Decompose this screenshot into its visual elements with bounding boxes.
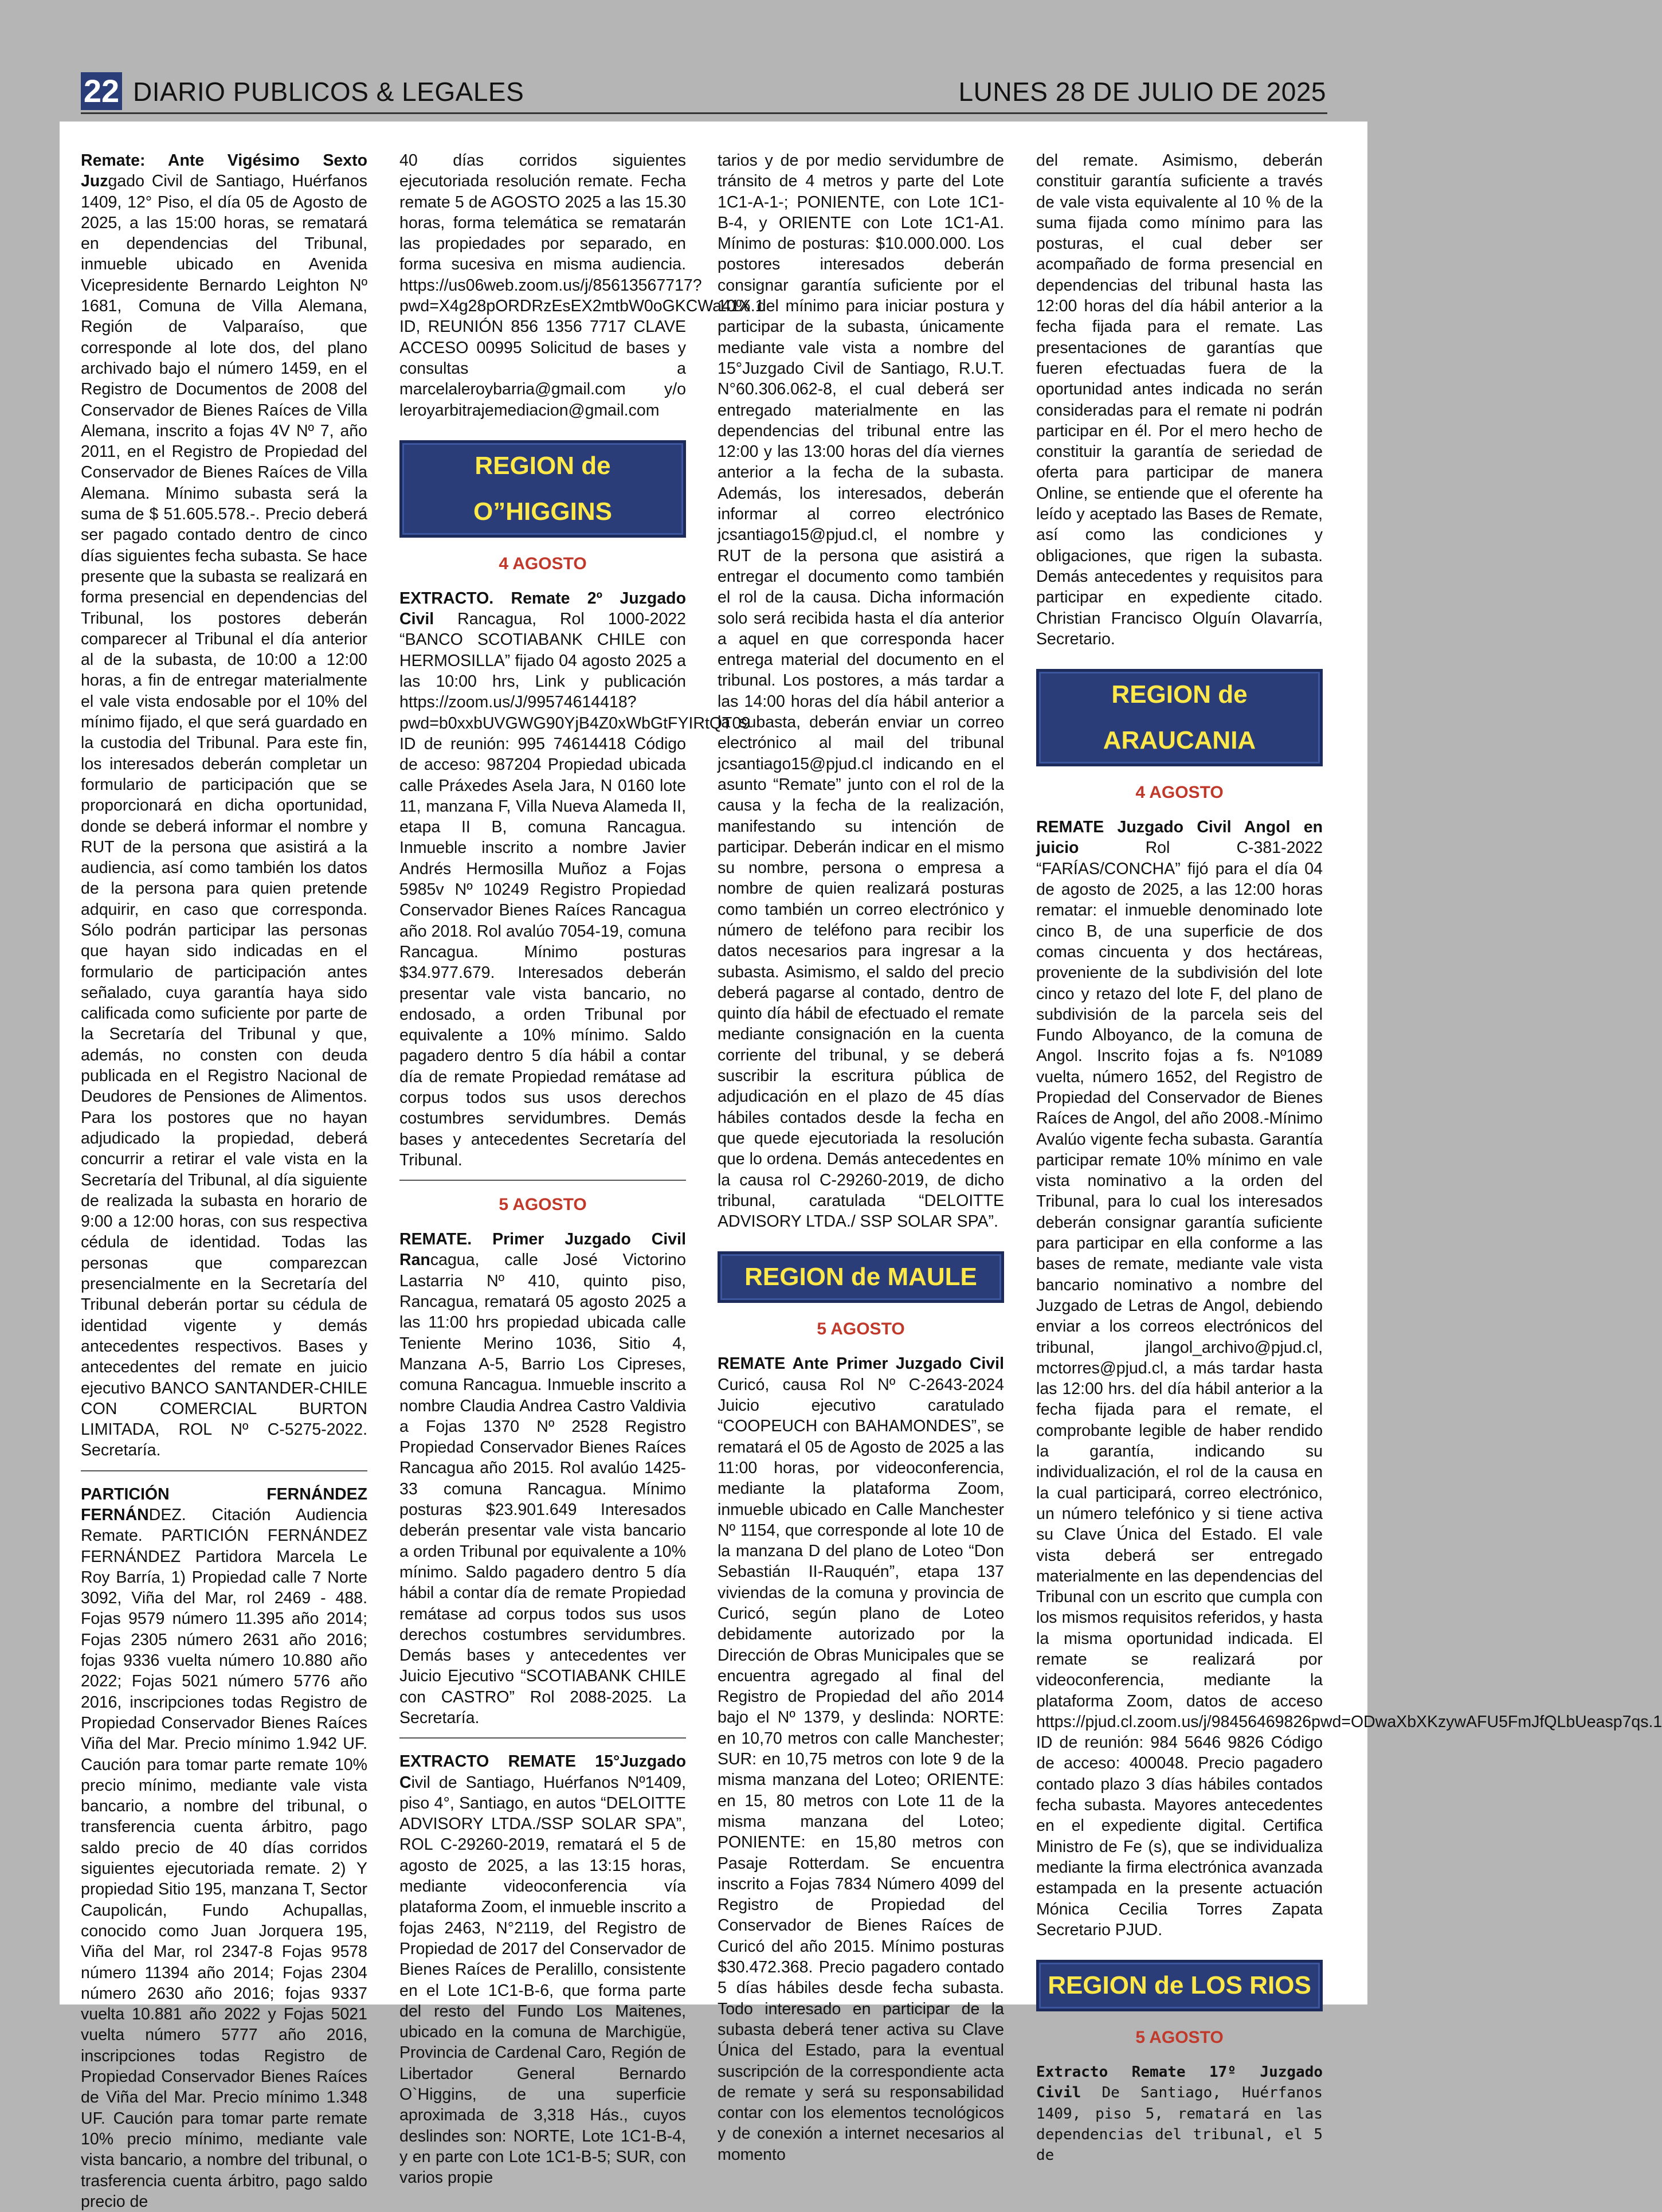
page-header xyxy=(0,0,1367,122)
column-3 xyxy=(718,150,1004,2164)
notice-continuation: del remate. Asimismo, deberán constituir garantía suficiente a través de vale vista equivalente al 10 % de la suma fijada como mínimo para las posturas, el cual deber ser acompañado de forma presencial en dependencias del tribunal hasta las 12:00 horas del día hábil anterior a la fecha fijada para el remate. Las presentaciones de garantías que fueren efectuadas fuera de la oportunidad antes indicada no serán consideradas para el remate ni podrán participar en él. Por el mero hecho de constituir la garantía de seriedad de oferta para participar de manera Online, se entiende que el oferente ha leído y aceptado las Bases de Remate, así como las condiciones y obligaciones, que rigen la subasta. Demás antecedentes y requisitos para participar en expediente citado. Christian Francisco Olguín Olavarría, Secretario. xyxy=(1036,151,1323,648)
section-date: 5 AGOSTO xyxy=(499,1195,587,1215)
section-date: 5 AGOSTO xyxy=(1135,2028,1224,2047)
notice-remate-curico: REMATE Ante Primer Juzgado Civil Curicó, causa Rol Nº C-2643-2024 Juicio ejecutivo caratulado “COOPEUCH con BAHAMONDES”, se rematará el 05 de Agosto de 2025 a las 11:00 horas, por videoconferencia, mediante la plataforma Zoom, inmueble ubicado en Calle Manchester Nº 1154, que corresponde al lote 10 de la manzana D del plano de Loteo “Don Sebastián II-Rauquén”, etapa 137 viviendas de la comuna y provincia de Curicó, según plano de Loteo debidamente autorizado por la Dirección de Obras Municipales que se encuentra agregado al final del Registro de Propiedad del año 2014 bajo el Nº 1379, y deslinda: NORTE: en 10,70 metros con calle Manchester; SUR: en 10,75 metros con lote 9 de la misma manzana del Loteo; ORIENTE: en 15, 80 metros con Lote 11 de la misma manzana del Loteo; PONIENTE: en 15,80 metros con Pasaje Rotterdam. Se encuentra inscrito a Fojas 7834 Número 4099 del Registro de Propiedad del Conservador de Bienes Raíces de Curicó del año 2015. Mínimo posturas $30.472.368. Precio pagadero contado 5 días hábiles desde fecha subasta. Todo interesado en participar de la subasta deberá tener activa su Clave Única del Estado, para la eventual suscripción de la correspondiente acta de remate y será su responsabilidad contar con los elementos tecnológicos y de conexión a internet necesarios al momento xyxy=(718,1354,1004,2164)
notice-continuation: 40 días corridos siguientes ejecutoriada resolución remate. Fecha remate 5 de AGOSTO 2025 a las 15.30 horas, forma telemática se rematarán las propiedades por separado, en forma sucesiva en misma audiencia. https://us06web.zoom.us/j/85613567717?pwd=X4g28pORDRzEsEX2mtbW0oGKCWa41X.1 ID, REUNIÓN 856 1356 7717 CLAVE ACCESO 00995 Solicitud de bases y consultas a marcelaleroybarria@gmail.com y/o leroyarbitrajemediacion@gmail.com xyxy=(399,151,765,420)
notice-extracto-17-juzgado: Extracto Remate 17º Juzgado Civil De Santiago, Huérfanos 1409, piso 5, rematará en las dependencias del tribunal, el 5 de xyxy=(1036,2064,1323,2164)
divider xyxy=(81,1470,367,1471)
region-banner-ohiggins: REGION de O”HIGGINS xyxy=(399,440,686,538)
section-date: 4 AGOSTO xyxy=(499,554,587,573)
page-number: 22 xyxy=(81,72,122,110)
header-rule xyxy=(81,112,1327,114)
column-4 xyxy=(1036,150,1662,2164)
publication-title: DIARIO PUBLICOS & LEGALES xyxy=(133,77,524,107)
notice-remate-26-juzgado: Remate: Ante Vigésimo Sexto Juzgado Civil de Santiago, Huérfanos 1409, 12° Piso, el día 05 de Agosto de 2025, a las 15:00 horas, se rematará en dependencias del Tribunal, inmueble ubicado en Avenida Vicepresidente Bernardo Leighton Nº 1681, Comuna de Villa Alemana, Región de Valparaíso, que corresponde al lote dos, del plano archivado bajo el número 1459, en el Registro de Documentos de 2008 del Conservador de Bienes Raíces de Villa Alemana, inscrito a fojas 4V Nº 7, año 2011, en el Registro de Propiedad del Conservador de Bienes Raíces de Villa Alemana. Mínimo subasta será la suma de $ 51.605.578.-. Precio deberá ser pagado contado dentro de cinco días siguientes fecha subasta. Se hace presente que la subasta se realizará en forma presencial en dependencias del Tribunal, los postores deberán comparecer al Tribunal el día anterior al de la subasta, de 10:00 a 12:00 horas, a fin de entregar materialmente el vale vista endosable por el 10% del mínimo fijado, el que será guardado en la custodia del Tribunal. Para este fin, los interesados deberán completar un formulario de participación que se proporcionará en dicha oportunidad, donde se deberá informar el nombre y RUT de la persona que asistirá a la audiencia, así como también los datos de la persona para quien pretende adquirir, en caso que corresponda. Sólo podrán participar las personas que hayan sido indicadas en el formulario de participación antes señalado, cuya garantía haya sido calificada como suficiente por parte de la Secretaría del Tribunal y que, además, no consten con deuda publicada en el Registro Nacional de Deudores de Pensiones de Alimentos. Para los postores que no hayan adjudicado la propiedad, deberá concurrir a retirar el vale vista en la Secretaría del Tribunal, al día siguiente de realizada la subasta en horario de 9:00 a 12:00 horas, con sus respectiva cédula de identidad. Todas las personas que comparezcan presencialmente en la Secretaría del Tribunal deberán portar su cédula de identidad vigente y demás antecedentes respectivos. Bases y antecedentes del remate en juicio ejecutivo BANCO SANTANDER-CHILE CON COMERCIAL BURTON LIMITADA, ROL Nº C-5275-2022. Secretaría. xyxy=(81,151,367,1460)
notice-remate-angol: REMATE Juzgado Civil Angol en juicio Rol C-381-2022 “FARÍAS/CONCHA” fijó para el día 04 de agosto de 2025, a las 12:00 horas rematar: el inmueble denominado lote cinco B, de una superficie de dos comas cincuenta y dos hectáreas, proveniente de la subdivisión del lote cinco y retazo del lote F, del plano de subdivisión de la parcela seis del Fundo Alboyanco, de la comuna de Angol. Inscrito fojas a fs. Nº1089 vuelta, número 1652, del Registro de Propiedad del Conservador de Bienes Raíces de Angol, del año 2008.-Mínimo Avalúo vigente fecha subasta. Garantía participar remate 10% mínimo en vale vista nominativo a la orden del Tribunal, para lo cual los interesados deberán consignar garantía suficiente para participar en ella conforme a las bases de remate, mediante vale vista bancario nominativo a nombre del Juzgado de Letras de Angol, debiendo enviar a los correos electrónicos del tribunal, jlangol_archivo@pjud.cl, mctorres@pjud.cl, a más tardar hasta las 12:00 hrs. del día hábil anterior a la fecha fijada para el remate, el comprobante legible de haber rendido la garantía, indicando su individualización, el rol de la causa en la cual participará, correo electrónico, un número telefónico y si tiene activa su Clave Única del Estado. El vale vista deberá ser entregado materialmente en las dependencias del Tribunal con un escrito que cumpla con los mismos requisitos referidos, y hasta la misma oportunidad indicada. El remate se realizará por videoconferencia, mediante la plataforma Zoom, datos de acceso https://pjud.cl.zoom.us/j/98456469826pwd=ODwaXbXKzywAFU5FmJfQLbUeasp7qs.1 ID de reunión: 984 5646 9826 Código de acceso: 400048. Precio pagadero contado plazo 3 días hábiles contados fecha subasta. Mayores antecedentes en el expediente digital. Certifica Ministro de Fe (s), que se individualiza mediante la firma electrónica avanzada estampada en la presente actuación Mónica Cecilia Torres Zapata Secretario PJUD. xyxy=(1036,818,1662,1939)
notice-continuation: tarios y de por medio servidumbre de tránsito de 4 metros y parte del Lote 1C1-A-1-; PONIENTE, con Lote 1C1-B-4, y ORIENTE con Lote 1C1-A1. Mínimo de posturas: $10.000.000. Los postores interesados deberán consignar garantía suficiente por el 10% del mínimo para iniciar postura y participar de la subasta, únicamente mediante vale vista a nombre del 15°Juzgado Civil de Santiago, R.U.T. N°60.306.062-8, el cual deberá ser entregado materialmente en las dependencias del tribunal entre las 12:00 y las 13:00 horas del día viernes anterior a la fecha de la subasta. Además, los interesados, deberán informar al correo electrónico jcsantiago15@pjud.cl, el nombre y RUT de la persona que asistirá a entregar el documento como también el rol de la causa. Dicha información solo será recibida hasta el día anterior a aquel en que corresponda hacer entrega material del documento en el tribunal. Los postores, a más tardar a las 14:00 horas del día hábil anterior a la subasta, deberán enviar un correo electrónico al mail del tribunal jcsantiago15@pjud.cl indicando en el asunto “Remate” junto con el rol de la causa y la fecha de la realización, manifestando su intención de participar. Deberán indicar en el mismo su nombre, persona o empresa a nombre de quien realizará posturas como también un correo electrónico y número de teléfono para recibir los datos necesarios para ingresar a la subasta. Asimismo, el saldo del precio deberá pagarse al contado, dentro de quinto día hábil de efectuado el remate mediante consignación en la cuenta corriente del tribunal, y se deberá suscribir la escritura pública de adjudicación en el plazo de 45 días hábiles contados desde la fecha en que quede ejecutoriada la resolución que lo ordena. Demás antecedentes en la causa rol C-29260-2019, de dicho tribunal, caratulada “DELOITTE ADVISORY LTDA./ SSP SOLAR SPA”. xyxy=(718,151,1004,1231)
notice-remate-primer-juzgado-rancagua: REMATE. Primer Juzgado Civil Rancagua, calle José Victorino Lastarria Nº 410, quinto piso, Rancagua, rematará 05 agosto 2025 a las 11:00 hrs propiedad ubicada calle Teniente Merino 1036, Sitio 4, Manzana A-5, Barrio Los Cipreses, comuna Rancagua. Inmueble inscrito a nombre Claudia Andrea Castro Valdivia a Fojas 1370 Nº 2528 Registro Propiedad Conservador Bienes Raíces Rancagua año 2015. Rol avalúo 1425-33 comuna Rancagua. Mínimo posturas $23.901.649 Interesados deberán presentar vale vista bancario a orden Tribunal por equivalente a 10% mínimo. Saldo pagadero dentro 5 día hábil a contar día de remate Propiedad remátase ad corpus todos sus usos derechos costumbres servidumbres. Demás bases y antecedentes ver Juicio Ejecutivo “SCOTIABANK CHILE con CASTRO” Rol 2088-2025. La Secretaría. xyxy=(399,1230,686,1727)
region-banner-araucania: REGION de ARAUCANIA xyxy=(1036,669,1323,766)
notice-particion-fernandez: PARTICIÓN FERNÁNDEZ FERNÁNDEZ. Citación Audiencia Remate. PARTICIÓN FERNÁNDEZ FERNÁNDEZ Partidora Marcela Le Roy Barría, 1) Propiedad calle 7 Norte 3092, Viña del Mar, rol 2469 - 488. Fojas 9579 número 11.395 año 2014; Fojas 2305 número 2631 año 2016; fojas 9336 vuelta número 10.880 año 2022; Fojas 5021 número 5776 año 2016, inscripciones todas Registro de Propiedad Conservador Bienes Raíces Viña del Mar. Precio mínimo 1.942 UF. Caución para tomar parte remate 10% precio mínimo, mediante vale vista bancario, a nombre del tribunal, o transferencia cuenta árbitro, pago saldo precio de 40 días corridos siguientes ejecutoriada remate. 2) Y propiedad Sitio 195, manzana T, Sector Caupolicán, Fundo Achupallas, conocido como Juan Jorquera 195, Viña del Mar, rol 2347-8 Fojas 9578 número 11394 año 2014; Fojas 2304 número 2630 año 2016; fojas 9337 vuelta 10.881 año 2022 y Fojas 5021 vuelta número 5777 año 2016, inscripciones todas Registro de Propiedad Conservador Bienes Raíces de Viña del Mar. Precio mínimo 1.348 UF. Caución para tomar parte remate 10% precio mínimo, mediante vale vista bancario, a nombre del tribunal, o trasferencia cuenta árbitro, pago saldo precio de xyxy=(81,1485,367,2211)
notice-extracto-15-juzgado: EXTRACTO REMATE 15°Juzgado Civil de Santiago, Huérfanos Nº1409, piso 4°, Santiago, en autos “DELOITTE ADVISORY LTDA./SSP SOLAR SPA”, ROL C-29260-2019, rematará el 5 de agosto de 2025, a las 13:15 horas, mediante videoconferencia vía plataforma Zoom, el inmueble inscrito a fojas 2463, N°2119, del Registro de Propiedad de 2017 del Conservador de Bienes Raíces de Peralillo, consistente en el Lote 1C1-B-6, que forma parte del resto del Fundo Los Maitenes, ubicado en la comuna de Marchigüe, Provincia de Cardenal Caro, Región de Libertador General Bernardo O`Higgins, de una superficie aproximada de 3,318 Hás., cuyos deslindes son: NORTE, Lote 1C1-B-4, y en parte con Lote 1C1-B-5; SUR, con varios propie xyxy=(399,1752,686,2187)
region-banner-los-rios: REGION de LOS RIOS xyxy=(1036,1960,1323,2011)
issue-date: LUNES 28 DE JULIO DE 2025 xyxy=(958,77,1326,107)
section-date: 4 AGOSTO xyxy=(1135,783,1224,802)
divider xyxy=(399,1737,686,1739)
region-banner-maule: REGION de MAULE xyxy=(718,1251,1004,1303)
column-1 xyxy=(81,150,367,2211)
divider xyxy=(399,1180,686,1181)
section-date: 5 AGOSTO xyxy=(817,1320,905,1339)
column-2 xyxy=(399,150,765,2187)
notice-extracto-rancagua: EXTRACTO. Remate 2º Juzgado Civil Rancagua, Rol 1000-2022 “BANCO SCOTIABANK CHILE con HERMOSILLA” fijado 04 agosto 2025 a las 10:00 hrs, Link y publicación https://zoom.us/J/99574614418?pwd=b0xxbUVGWG90YjB4Z0xWbGtFYIRtQT09 ID de reunión: 995 74614418 Código de acceso: 987204 Propiedad ubicada calle Práxedes Asela Jara, N 0160 lote 11, manzana F, Villa Nueva Alameda II, etapa II B, comuna Rancagua. Inmueble inscrito a nombre Javier Andrés Hermosilla Muñoz a Fojas 5985v Nº 10249 Registro Propiedad Conservador Bienes Raíces Rancagua año 2018. Rol avalúo 7054-19, comuna Rancagua. Mínimo posturas $34.977.679. Interesados deberán presentar vale vista bancario, no endosado, a orden Tribunal por equivalente a 10% mínimo. Saldo pagadero dentro 5 día hábil a contar día de remate Propiedad remátase ad corpus todos sus usos derechos costumbres servidumbres. Demás bases y antecedentes Secretaría del Tribunal. xyxy=(399,589,751,1169)
